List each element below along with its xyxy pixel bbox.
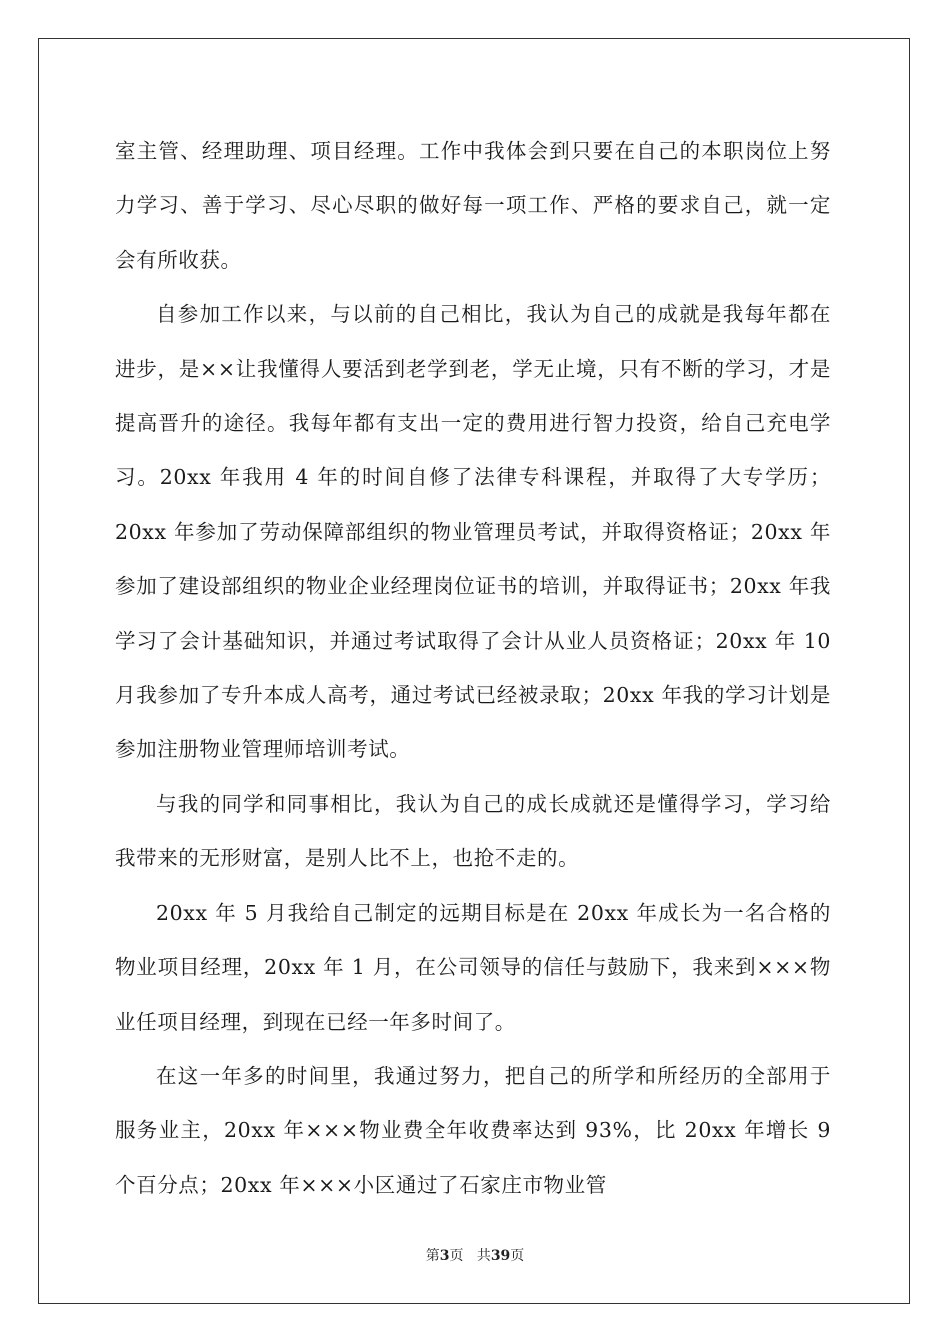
paragraph-4: 20xx 年 5 月我给自己制定的远期目标是在 20xx 年成长为一名合格的物业项目经理，20xx 年 1 月，在公司领导的信任与鼓励下，我来到×××物业任项目经理，到现在已经一年多时间了。 xyxy=(115,900,831,1034)
total-page-count: 39 xyxy=(490,1248,511,1264)
footer-prefix: 第 xyxy=(425,1248,440,1264)
footer-page-unit: 页 xyxy=(449,1248,464,1264)
current-page-number: 3 xyxy=(439,1248,450,1264)
paragraph-5: 在这一年多的时间里，我通过努力，把自己的所学和所经历的全部用于服务业主，20xx 年×××物业费全年收费率达到 93%，比 20xx 年增长 9 个百分点；20xx 年×××小区通过了石家庄市物业管 xyxy=(115,1063,831,1197)
footer-total-prefix: 共 xyxy=(476,1248,491,1264)
paragraph-3: 与我的同学和同事相比，我认为自己的成长成就还是懂得学习，学习给我带来的无形财富，是别人比不上，也抢不走的。 xyxy=(115,791,831,871)
document-body xyxy=(115,124,831,1212)
paragraph-2: 自参加工作以来，与以前的自己相比，我认为自己的成就是我每年都在进步，是××让我懂得人要活到老学到老，学无止境，只有不断的学习，才是提高晋升的途径。我每年都有支出一定的费用进行智力投资，给自己充电学习。20xx 年我用 4 年的时间自修了法律专科课程，并取得了大专学历；20xx 年参加了劳动保障部组织的物业管理员考试，并取得资格证；20xx 年参加了建设部组织的物业企业经理岗位证书的培训，并取得证书；20xx 年我学习了会计基础知识，并通过考试取得了会计从业人员资格证；20xx 年 10 月我参加了专升本成人高考，通过考试已经被录取；20xx 年我的学习计划是参加注册物业管理师培训考试。 xyxy=(115,302,831,762)
paragraph-1: 室主管、经理助理、项目经理。工作中我体会到只要在自己的本职岗位上努力学习、善于学习、尽心尽职的做好每一项工作、严格的要求自己，就一定会有所收获。 xyxy=(115,139,831,272)
footer-total-unit: 页 xyxy=(510,1248,525,1264)
page-footer xyxy=(0,1245,950,1265)
